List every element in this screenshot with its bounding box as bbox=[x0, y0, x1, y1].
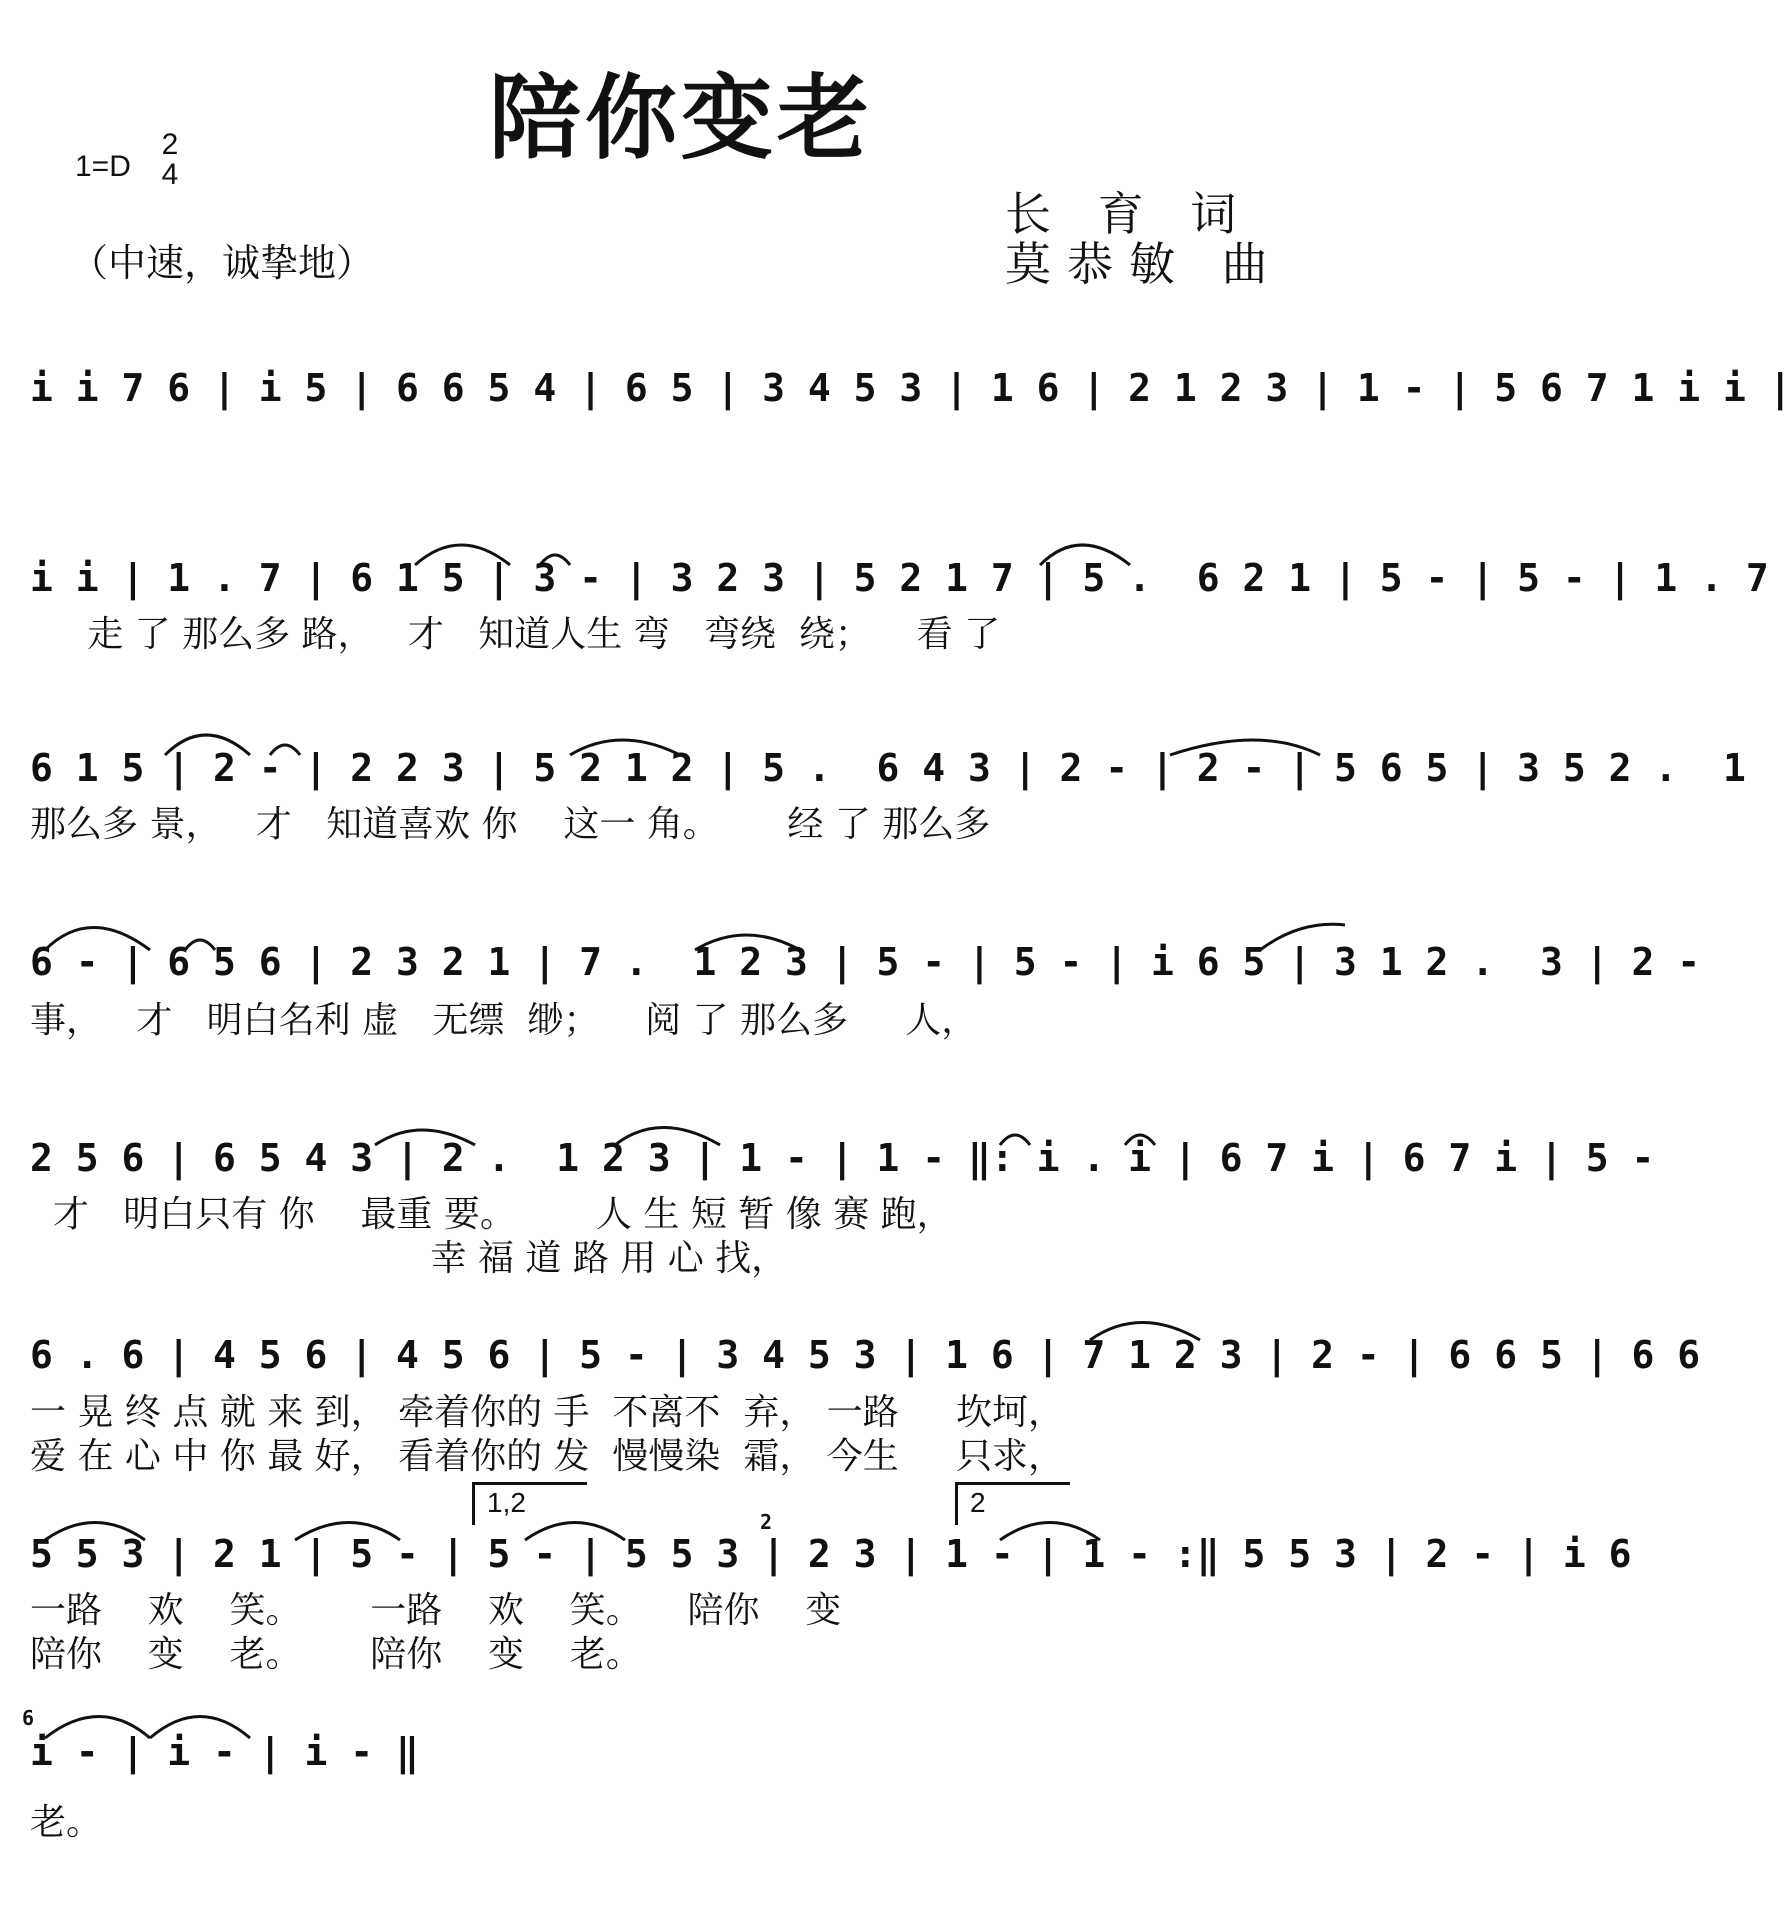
score-line-8-lyrics: 老。 bbox=[30, 1802, 103, 1843]
score-line-3-notes: 6 1 5 | 2 - | 2 2 3 | 5 2 1 2 | 5 . 6 4 3 | 2 - | 2 - | 5 6 5 | 3 5 2 . 1 bbox=[30, 746, 1746, 790]
volta-bracket-2: 2 bbox=[955, 1482, 1070, 1525]
grace-note-2: 6 bbox=[22, 1706, 35, 1730]
score-line-4-notes: 6 - | 6 5 6 | 2 3 2 1 | 7 . 1 2 3 | 5 - | 5 - | i 6 5 | 3 1 2 . 3 | 2 - bbox=[30, 940, 1701, 984]
key-signature: 1=D bbox=[75, 150, 131, 183]
tempo-marking: （中速，诚挚地） bbox=[70, 241, 375, 285]
song-title: 陪你变老 bbox=[488, 64, 873, 172]
score-line-5-notes: 2 5 6 | 6 5 4 3 | 2 . 1 2 3 | 1 - | 1 - ‖: i . i | 6 7 i | 6 7 i | 5 - bbox=[30, 1136, 1655, 1180]
score-line-7-lyrics: 一路 欢 笑。 一路 欢 笑。 陪你 变 bbox=[30, 1590, 842, 1631]
score-line-5-lyrics: 才 明白只有 你 最重 要。 人 生 短 暂 像 赛 跑， bbox=[30, 1194, 953, 1235]
composer-credit: 莫恭敏 曲 bbox=[1005, 237, 1284, 291]
score-line-6-lyrics: 一 晃 终 点 就 来 到， 牵着你的 手 不离不 弃， 一路 坎坷， bbox=[30, 1392, 1064, 1433]
score-line-8-notes: i - | i - | i - ‖ bbox=[30, 1730, 419, 1774]
volta-bracket-1: 1,2 bbox=[472, 1482, 587, 1525]
score-line-2-lyrics: 走 了 那么多 路， 才 知道人生 弯 弯绕 绕； 看 了 bbox=[30, 614, 1001, 655]
score-line-6-lyrics-verse2: 爱 在 心 中 你 最 好， 看着你的 发 慢慢染 霜， 今生 只求， bbox=[30, 1436, 1064, 1477]
grace-note-1: 2 bbox=[760, 1510, 773, 1534]
time-signature-top: 2 bbox=[161, 128, 179, 161]
score-line-7-lyrics-verse2: 陪你 变 老。 陪你 变 老。 bbox=[30, 1634, 642, 1675]
score-line-2-notes: i i | 1 . 7 | 6 1 5 | 3 - | 3 2 3 | 5 2 1 7 | 5 . 6 2 1 | 5 - | 5 - | 1 . 7 bbox=[30, 556, 1769, 600]
time-signature-bottom: 4 bbox=[161, 158, 179, 191]
score-line-4-lyrics: 事， 才 明白名利 虚 无缥 缈； 阅 了 那么多 人， bbox=[30, 1000, 978, 1041]
score-line-3-lyrics: 那么多 景， 才 知道喜欢 你 这一 角。 经 了 那么多 bbox=[30, 804, 991, 845]
score-line-1-notes: i i 7 6 | i 5 | 6 6 5 4 | 6 5 | 3 4 5 3 | 1 6 | 2 1 2 3 | 1 - | 5 6 7 1 i i | bbox=[30, 366, 1792, 410]
time-signature bbox=[158, 130, 182, 190]
score-line-7-notes: 5 5 3 | 2 1 | 5 - | 5 - | 5 5 3 | 2 3 | 1 - | 1 - :‖ 5 5 3 | 2 - | i 6 bbox=[30, 1532, 1632, 1576]
lyricist-credit: 长 育 词 bbox=[1005, 187, 1253, 241]
score-line-5-lyrics-verse2: 幸 福 道 路 用 心 找， bbox=[30, 1238, 788, 1279]
score-line-6-notes: 6 . 6 | 4 5 6 | 4 5 6 | 5 - | 3 4 5 3 | 1 6 | 7 1 2 3 | 2 - | 6 6 5 | 6 6 bbox=[30, 1333, 1701, 1377]
